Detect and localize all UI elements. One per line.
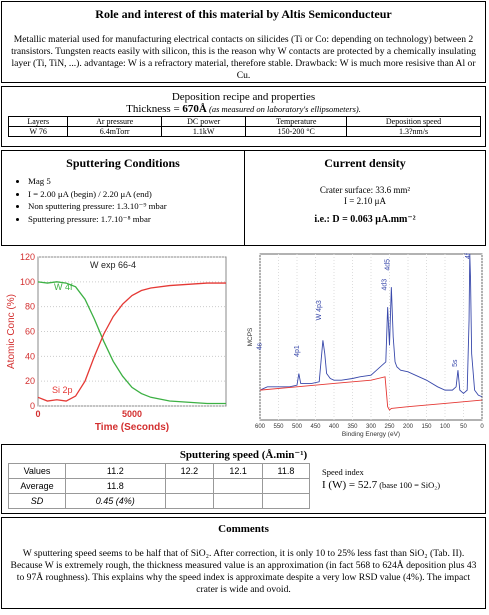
- sputtering-speed-section: [1, 444, 486, 514]
- sputtering-conditions-panel: [2, 151, 245, 245]
- y-tick-label: 20: [24, 376, 35, 387]
- comments-title: Comments: [218, 523, 269, 535]
- intro-section: [1, 1, 486, 83]
- chart-title: W exp 66-4: [90, 260, 137, 270]
- table-cell: 11.8: [262, 464, 309, 479]
- table-cell: 11.8: [66, 479, 166, 494]
- peak-label: 4d3: [381, 278, 389, 291]
- table-cell: 1.3?nm/s: [347, 127, 481, 137]
- table-cell: 1.1kW: [161, 127, 246, 137]
- x-tick-label: 500: [291, 424, 303, 430]
- x-tick-label: 450: [310, 424, 321, 430]
- series-label-w: W 4f: [54, 282, 73, 292]
- deposition-title: Deposition recipe and properties: [171, 91, 316, 103]
- table-cell: [165, 494, 214, 509]
- y-axis-label: MCPS: [247, 327, 254, 347]
- conditions-section: [1, 150, 486, 246]
- row-label: Values: [9, 464, 66, 479]
- list-item: • Non sputtering pressure: 1.3.10⁻⁹ mbar: [28, 200, 244, 213]
- depth-profile-chart: [2, 250, 238, 440]
- table-row: [9, 494, 310, 509]
- table-header: Temperature: [246, 117, 347, 127]
- list-item: • I = 2.00 μA (begin) / 2.20 μA (end): [28, 188, 244, 201]
- table-header-row: [9, 117, 481, 127]
- deposition-section: [1, 86, 486, 147]
- peak-label: 4d5: [384, 258, 392, 271]
- y-tick-label: 0: [29, 401, 35, 411]
- speed-index-formula: I (W) = 52.7: [322, 479, 378, 491]
- intro-text: Metallic material used for manufacturing electrical contacts on silicides (Ti or Co: depending on technology) between 2 transistors. Tungsten reacts easily with silicon, this is the reason why W contacts are protected by a chemically insulating layer (Ti, TiN, ...). advantage: W is a refractory material, therefore stable. Drawback: W is much more resisive than Al or Cu.: [11, 34, 476, 81]
- table-header: Deposition speed: [347, 117, 481, 127]
- speed-index-value: [322, 479, 440, 491]
- peak-label: 4p1: [293, 345, 301, 357]
- table-cell: 12.1: [214, 464, 263, 479]
- x-tick-label: 0: [480, 424, 484, 430]
- list-item: • Sputtering pressure: 1.7.10⁻⁸ mbar: [28, 213, 244, 226]
- comments-text: W sputtering speed seems to be half that of SiO₂. After correction, it is only 10 to 25% less fast than SiO₂ (Tab. II). Because W is extremely rough, the thickness measured value is an approximation (in fact 568 to 624Å deposition plus 43 to 97Å roughness). This explains why the speed index is approximate despite a very low RSD value (4%). The impact crater is wide and ovoid.: [10, 548, 477, 595]
- speed-index-note: (base 100 = SiO₂): [377, 480, 441, 490]
- x-tick-label: 300: [365, 424, 377, 430]
- speed-index-label: Speed index: [322, 467, 364, 477]
- x-tick-label: 5000: [121, 409, 143, 419]
- x-tick-label: 150: [421, 424, 432, 430]
- y-tick-label: 100: [19, 276, 35, 287]
- row-label: SD: [9, 494, 66, 509]
- table-row: [9, 479, 310, 494]
- depth-profile-svg: [2, 250, 238, 440]
- x-tick-label: 0: [35, 409, 41, 419]
- x-axis-label: Time (Seconds): [94, 422, 170, 433]
- speed-table: [8, 463, 310, 509]
- table-cell: [214, 479, 263, 494]
- x-tick-label: 350: [347, 424, 358, 430]
- speed-index-block: [322, 467, 440, 491]
- peak-label: 5s: [452, 359, 460, 367]
- table-row: [9, 464, 310, 479]
- peak-label: 4s: [256, 342, 264, 351]
- current-value: I = 2.10 μA: [344, 196, 386, 206]
- comments-section: [1, 517, 486, 609]
- table-cell: 11.2: [66, 464, 166, 479]
- y-tick-label: 60: [24, 326, 35, 337]
- sputtering-conditions-title: Sputtering Conditions: [66, 156, 180, 170]
- x-axis-label: Binding Energy (eV): [341, 431, 401, 438]
- table-cell: W 76: [9, 127, 68, 137]
- x-tick-label: 550: [273, 424, 284, 430]
- row-label: Average: [9, 479, 66, 494]
- y-tick-label: 80: [24, 301, 35, 312]
- table-cell: [214, 494, 263, 509]
- table-row: [9, 127, 481, 137]
- x-tick-label: 600: [254, 424, 266, 430]
- y-tick-label: 40: [24, 351, 35, 362]
- thickness-line: [2, 103, 485, 115]
- deposition-table: [8, 116, 481, 137]
- peak-label: 4f: [464, 253, 472, 259]
- table-cell: 12.2: [165, 464, 214, 479]
- table-cell: [262, 494, 309, 509]
- y-axis-label: Atomic Conc (%): [6, 293, 17, 370]
- x-tick-label: 400: [328, 424, 340, 430]
- x-tick-label: 250: [384, 424, 395, 430]
- density-result: i.e.: D = 0.063 μA.mm⁻²: [314, 214, 416, 225]
- table-header: Ar pressure: [68, 117, 161, 127]
- intro-title: Role and interest of this material by Altis Semiconducteur: [95, 7, 392, 21]
- sputtering-speed-title: Sputtering speed (Å.min⁻¹): [179, 449, 308, 461]
- conditions-list: [2, 175, 244, 225]
- peak-label: W 4p3: [316, 300, 324, 321]
- current-density-title: Current density: [324, 156, 406, 170]
- table-cell: [262, 479, 309, 494]
- table-cell: [165, 479, 214, 494]
- x-tick-label: 200: [402, 424, 414, 430]
- spectrum-chart: [244, 250, 486, 440]
- thickness-note: (as measured on laboratory's ellipsometers).: [206, 104, 361, 114]
- list-item: • Mag 5: [28, 175, 244, 188]
- x-tick-label: 100: [439, 424, 451, 430]
- x-tick-label: 50: [460, 424, 467, 430]
- table-cell: 6.4mTorr: [68, 127, 161, 137]
- y-tick-label: 120: [19, 252, 35, 262]
- thickness-label: Thickness =: [126, 103, 183, 115]
- spectrum-svg: [244, 250, 486, 440]
- thickness-value: 670Å: [182, 103, 207, 115]
- series-label-si: Si 2p: [52, 385, 73, 395]
- table-header: DC power: [161, 117, 246, 127]
- crater-surface: Crater surface: 33.6 mm²: [319, 185, 411, 195]
- current-density-panel: [245, 151, 485, 245]
- table-cell: 0.45 (4%): [66, 494, 166, 509]
- table-cell: 150-200 °C: [246, 127, 347, 137]
- table-header: Layers: [9, 117, 68, 127]
